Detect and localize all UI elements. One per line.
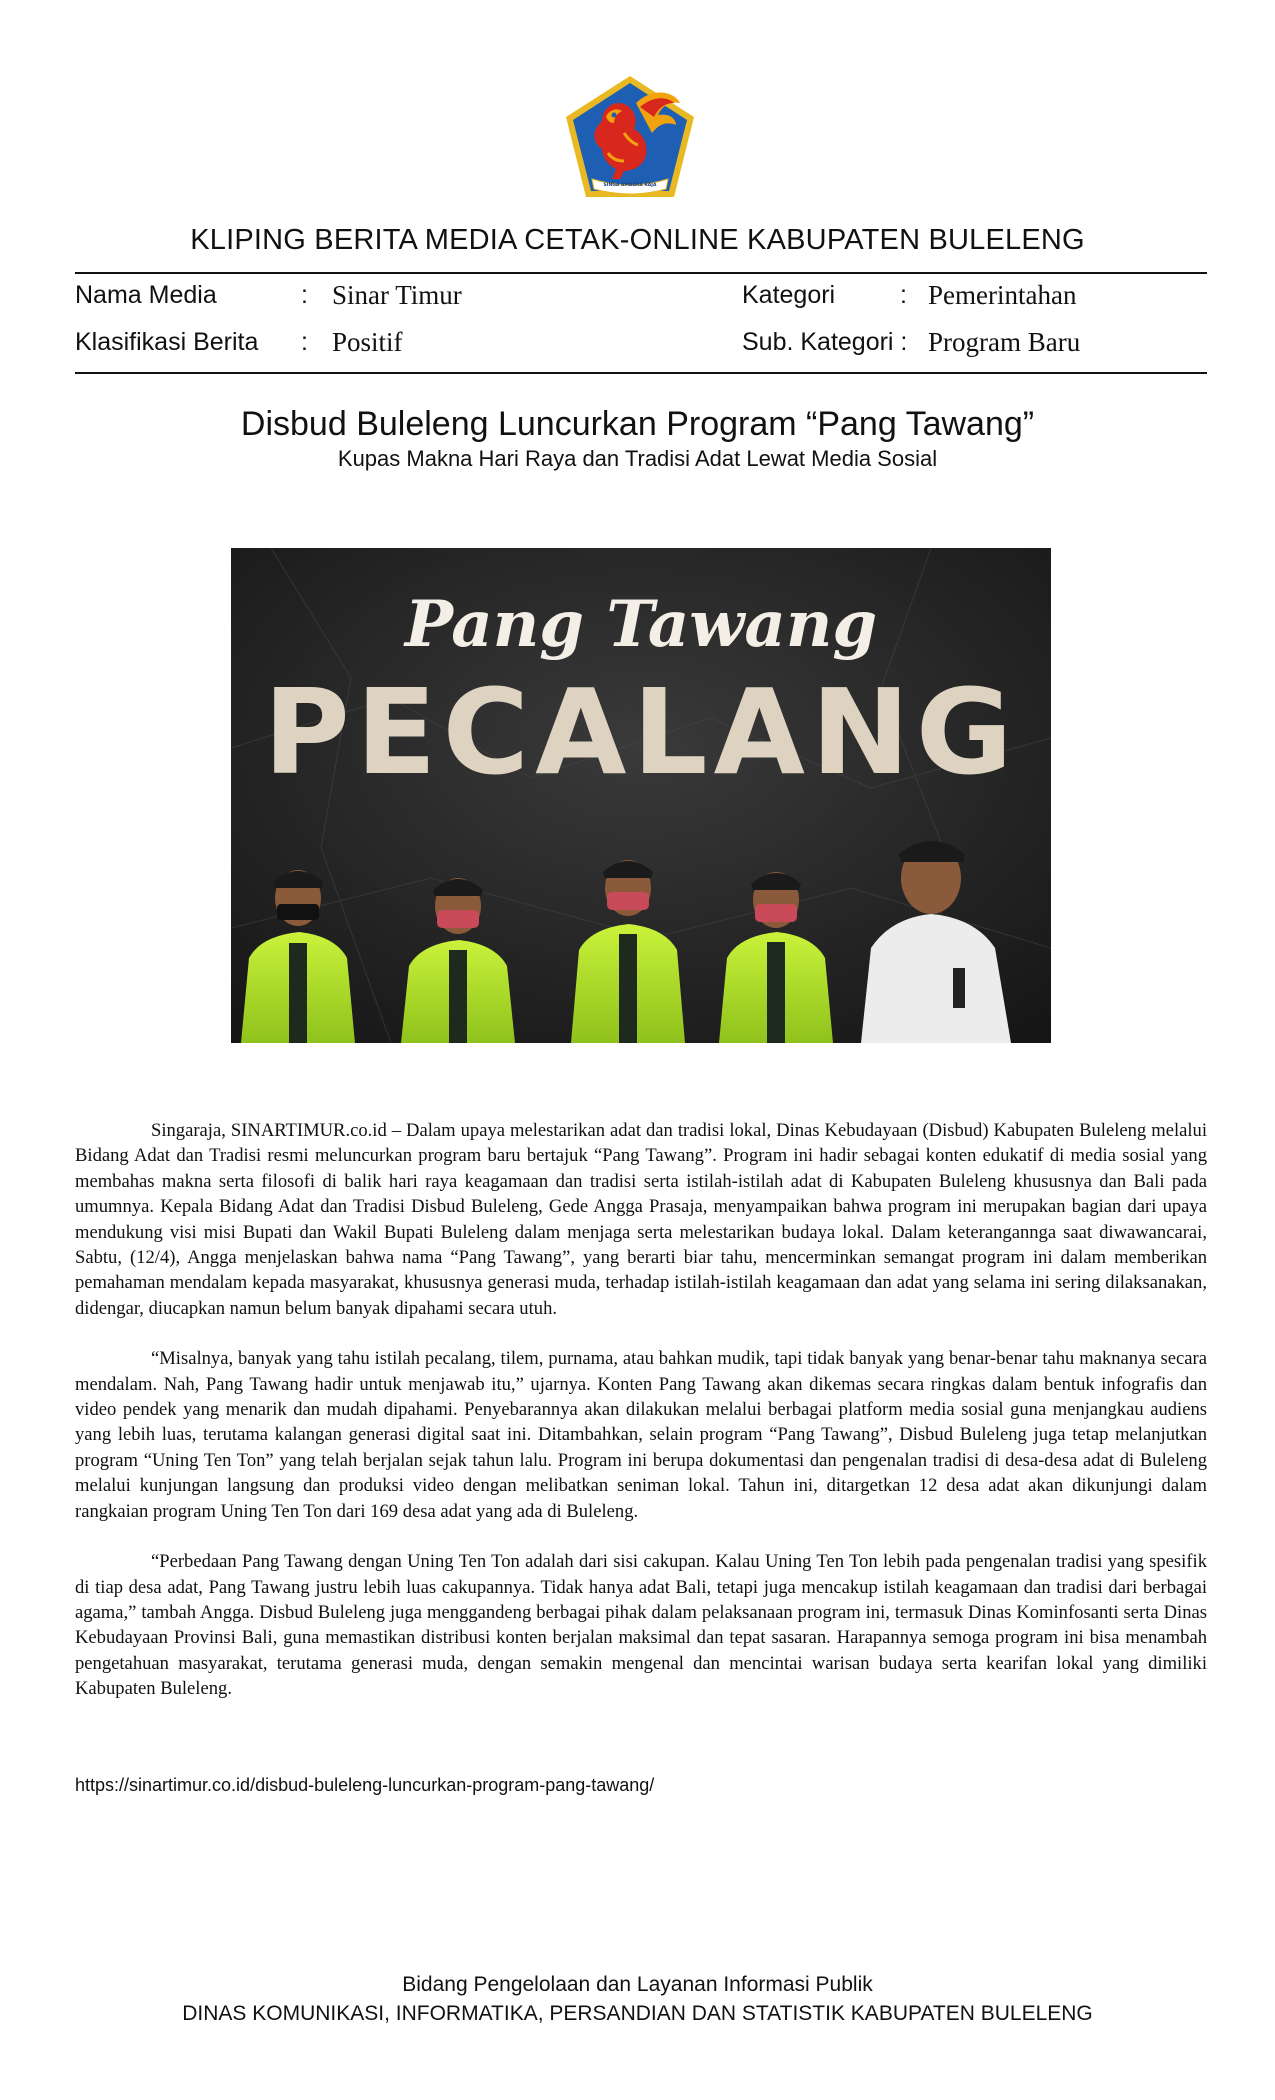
article-paragraph-1: Singaraja, SINARTIMUR.co.id – Dalam upaya melestarikan adat dan tradisi lokal, Dinas Kebudayaan (Disbud) Kabupaten Buleleng melalui Bidang Adat dan Tradisi resmi meluncurkan program baru bertajuk “Pang Tawang”. Program ini hadir sebagai konten edukatif di media sosial yang membahas makna serta filosofi di balik hari raya keagamaan dan tradisi serta istilah-istilah adat di Kabupaten Buleleng khususnya dan Bali pada umumnya. Kepala Bidang Adat dan Tradisi Disbud Buleleng, Gede Angga Prasaja, menyampaikan bahwa program ini merupakan bagian dari upaya mendukung visi misi Bupati dan Wakil Bupati Buleleng dalam menjaga serta melestarikan budaya lokal. Dalam keterangannga saat diwawancarai, Sabtu, (12/4), Angga menjelaskan bahwa nama “Pang Tawang”, yang berarti biar tahu, mencerminkan semangat program ini dalam memberikan pemahaman mendalam kepada masyarakat, khususnya generasi muda, terhadap istilah-istilah keagamaan dan adat yang selama ini sering dilaksanakan, didengar, diucapkan namun belum banyak dipahami secara utuh. <box>75 1120 1207 1319</box>
klasifikasi-value: Positif <box>332 327 403 357</box>
sub-kategori-label: Sub. Kategori : <box>742 328 908 356</box>
kategori-label: Kategori <box>742 281 836 309</box>
nama-media-label: Nama Media <box>75 281 217 309</box>
kategori-value: Pemerintahan <box>928 280 1077 310</box>
header-top-rule <box>75 272 1207 274</box>
lion-shield-emblem <box>562 73 698 201</box>
article-paragraph-3: “Perbedaan Pang Tawang dengan Uning Ten Ton adalah dari sisi cakupan. Kalau Uning Ten Ton lebih pada pengenalan tradisi yang spesifik di tiap desa adat, Pang Tawang justru lebih luas cakupannya. Tidak hanya adat Bali, tetapi juga mencakup istilah keagamaan dan tradisi dari berbagai agama,” tambah Angga. Disbud Buleleng juga menggandeng berbagai pihak dalam pelaksanaan program ini, termasuk Dinas Kominfosanti serta Dinas Kebudayaan Provinsi Bali, guna memastikan distribusi konten berjalan maksimal dan tepat sasaran. Harapannya semoga program ini bisa menambah pengetahuan masyarakat, terutama generasi muda, dengan semakin mengenal dan mencintai warisan budaya serta kearifan lokal yang dimiliki Kabupaten Buleleng. <box>75 1551 1207 1700</box>
source-url-link[interactable]: https://sinartimur.co.id/disbud-buleleng-luncurkan-program-pang-tawang/ <box>75 1775 655 1795</box>
footer-division: Bidang Pengelolaan dan Layanan Informasi Publik <box>402 1973 873 1996</box>
article-body <box>75 1118 1207 1727</box>
nama-media-value: Sinar Timur <box>332 280 462 310</box>
clipping-header-title: KLIPING BERITA MEDIA CETAK-ONLINE KABUPATEN BULELENG <box>190 224 1085 256</box>
article-subtitle: Kupas Makna Hari Raya dan Tradisi Adat Lewat Media Sosial <box>337 446 938 471</box>
pang-tawang-pecalang-poster <box>231 548 1051 1043</box>
article-title: Disbud Buleleng Luncurkan Program “Pang Tawang” <box>240 405 1035 443</box>
poster-script-title: Pang Tawang <box>404 587 878 662</box>
sub-kategori-value: Program Baru <box>928 327 1081 357</box>
nama-media-colon: : <box>301 281 308 309</box>
article-hero-image <box>231 548 1051 1043</box>
poster-block-title: PECALANG <box>263 663 1019 801</box>
klasifikasi-label: Klasifikasi Berita <box>75 328 259 356</box>
article-paragraph-2: “Misalnya, banyak yang tahu istilah pecalang, tilem, purnama, atau bahkan mudik, tapi tidak banyak yang benar-benar tahu maknanya secara mendalam. Nah, Pang Tawang hadir untuk menjawab itu,” ujarnya. Konten Pang Tawang akan dikemas secara ringkas dalam bentuk infografis dan video pendek yang menarik dan mudah dipahami. Penyebarannya akan dilakukan melalui berbagai platform media sosial guna menjangkau audiens yang lebih luas, terutama kalangan generasi digital saat ini. Ditambahkan, selain program “Pang Tawang”, Disbud Buleleng juga tetap melanjutkan program “Uning Ten Ton” yang telah berjalan sejak tahun lalu. Program ini berupa dokumentasi dan pengenalan tradisi di desa-desa adat di Buleleng melalui kunjungan langsung dan produksi video dengan melibatkan seniman lokal. Tahun ini, ditargetkan 12 desa adat akan dikunjungi dalam rangkaian program Uning Ten Ton dari 169 desa adat yang ada di Buleleng. <box>75 1348 1207 1522</box>
footer-agency: DINAS KOMUNIKASI, INFORMATIKA, PERSANDIAN DAN STATISTIK KABUPATEN BULELENG <box>182 2002 1093 2025</box>
logo-motto: SINGA AMBARA RAJA <box>603 183 657 188</box>
header-bottom-rule <box>75 372 1207 374</box>
kategori-colon: : <box>900 281 907 309</box>
buleleng-regency-logo <box>562 73 698 201</box>
klasifikasi-colon: : <box>301 328 308 356</box>
